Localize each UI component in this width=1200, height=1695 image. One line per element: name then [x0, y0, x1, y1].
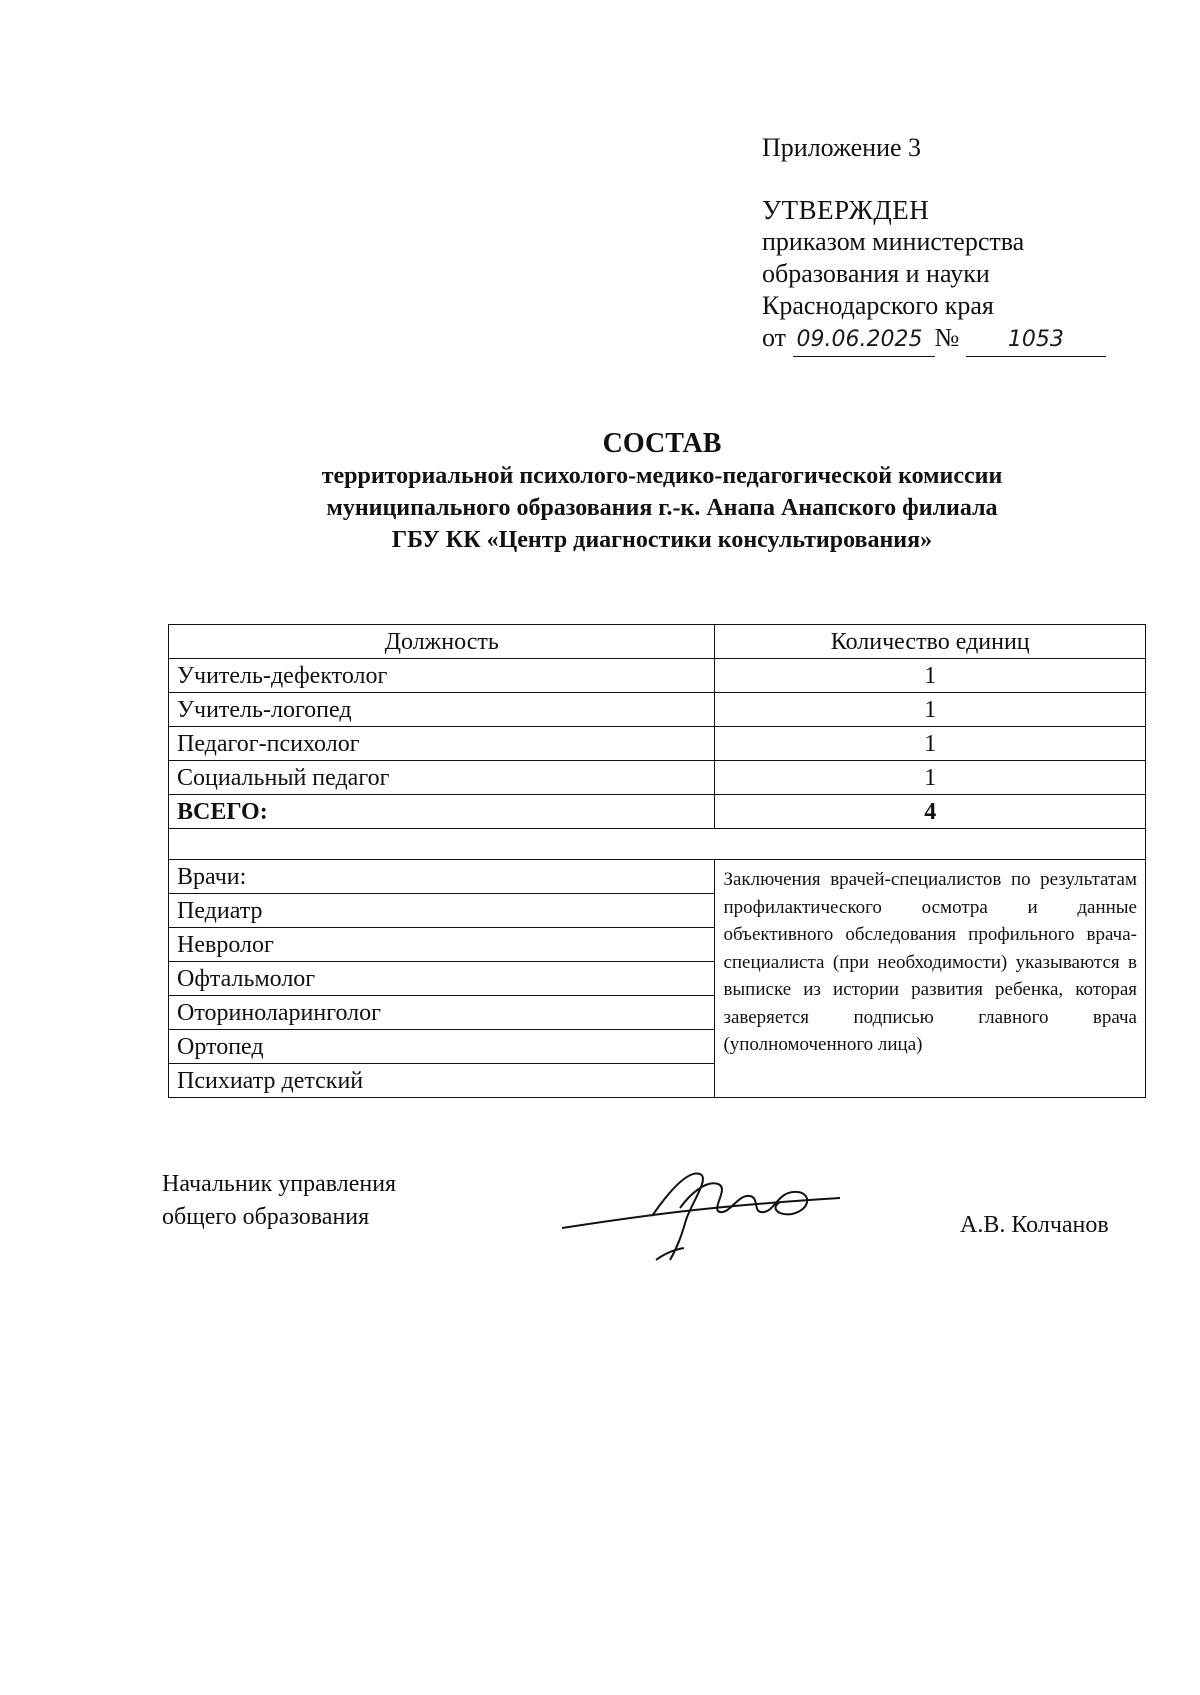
signature-mark: [560, 1150, 850, 1270]
count-cell: 1: [715, 693, 1146, 727]
doctor-cell: Офтальмолог: [169, 962, 715, 996]
table-row: [169, 659, 1146, 693]
signer-name: А.В. Колчанов: [960, 1212, 1109, 1238]
heading-line-1: территориальной психолого-медико-педагогической комиссии: [321, 463, 1003, 489]
signer-role: [162, 1168, 396, 1234]
doctors-note: Заключения врачей-специалистов по результатам профилактического осмотра и данные объективного обследования профильного врача-специалиста (при необходимости) указываются в выписке из истории развития ребенка, которая заверяется подписью главного врача (уполномоченного лица): [715, 860, 1146, 1098]
appendix-label: Приложение 3: [762, 133, 922, 162]
order-date-line: [762, 322, 1106, 357]
col-header-position: Должность: [169, 625, 715, 659]
spacer-cell: [169, 829, 1146, 860]
number-sign: №: [934, 323, 960, 352]
approved-stamp-text: УТВЕРЖДЕН: [762, 195, 930, 225]
total-label: ВСЕГО:: [169, 795, 715, 829]
date-prefix: от: [762, 323, 787, 352]
spacer-row: [169, 829, 1146, 860]
doctor-cell: Психиатр детский: [169, 1064, 715, 1098]
doctor-cell: Оториноларинголог: [169, 996, 715, 1030]
heading-line-3: ГБУ КК «Центр диагностики консультирования»: [391, 527, 933, 553]
doctor-cell: Педиатр: [169, 894, 715, 928]
table-row: [169, 693, 1146, 727]
document-heading: [200, 428, 1124, 556]
staff-table: [168, 624, 1146, 1098]
position-cell: Учитель-дефектолог: [169, 659, 715, 693]
heading-line-2: муниципального образования г.-к. Анапа Анапского филиала: [326, 495, 998, 521]
table-header-row: [169, 625, 1146, 659]
position-cell: Социальный педагог: [169, 761, 715, 795]
count-cell: 1: [715, 727, 1146, 761]
table-row: [169, 761, 1146, 795]
total-row: [169, 795, 1146, 829]
position-cell: Учитель-логопед: [169, 693, 715, 727]
total-value: 4: [715, 795, 1146, 829]
signer-role-line-2: общего образования: [162, 1204, 370, 1230]
doctors-label: Врачи:: [169, 860, 715, 894]
position-cell: Педагог-психолог: [169, 727, 715, 761]
col-header-count: Количество единиц: [715, 625, 1146, 659]
doctor-cell: Невролог: [169, 928, 715, 962]
approved-line-2: образования и науки: [762, 259, 990, 288]
order-number: 1053: [966, 324, 1106, 357]
signer-role-line-1: Начальник управления: [162, 1171, 397, 1197]
doctors-row: [169, 860, 1146, 894]
approved-line-3: Краснодарского края: [762, 291, 994, 320]
approved-line-1: приказом министерства: [762, 227, 1025, 256]
doctor-cell: Ортопед: [169, 1030, 715, 1064]
order-date: 09.06.2025: [793, 324, 935, 357]
count-cell: 1: [715, 659, 1146, 693]
table-row: [169, 727, 1146, 761]
appendix-block: [762, 132, 1106, 357]
count-cell: 1: [715, 761, 1146, 795]
heading-title: СОСТАВ: [602, 428, 722, 459]
